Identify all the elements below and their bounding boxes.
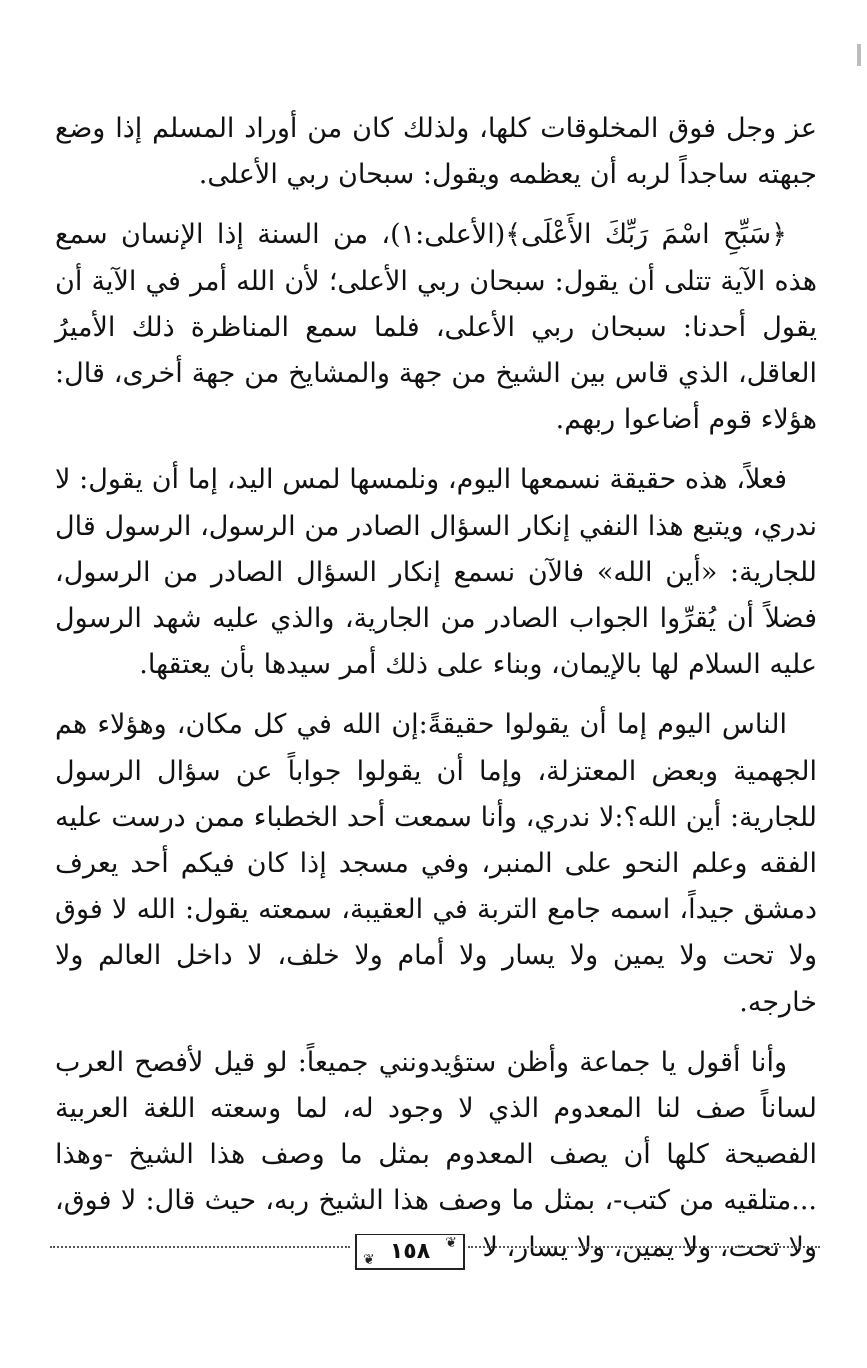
paragraph-5: وأنا أقول يا جماعة وأظن ستؤيدونني جميعاً: لو قيل لأفصح العرب لساناً صف لنا المعدوم الذي لا وجود له، لما وسعته اللغة العربية الفصيحة كلها أن يصف المعدوم بمثل ما وصف هذا الشيخ -وهذا ...متلقيه من كتب-، بمثل ما وصف هذا الشيخ ربه، حيث قال: لا فوق، ولا تحت، ولا يمين، ولا يسار، لا — [55, 1046, 817, 1263]
footer-rule-right — [468, 1246, 820, 1248]
paragraph-1: عز وجل فوق المخلوقات كلها، ولذلك كان من أوراد المسلم إذا وضع جبهته ساجداً لربه أن يعظمه ويقول: سبحان ربي الأعلى. — [55, 113, 817, 191]
body-text — [55, 106, 817, 1271]
page-number-frame — [355, 1234, 465, 1270]
footer-rule-left — [50, 1246, 350, 1248]
ornament-icon: ❦ — [363, 1252, 375, 1268]
paragraph-4: الناس اليوم إما أن يقولوا حقيقةً:إن الله في كل مكان، وهؤلاء هم الجهمية وبعض المعتزلة، وإما أن يقولوا جواباً عن سؤال الرسول للجارية: أين الله؟:لا ندري، وأنا سمعت أحد الخطباء ممن درست عليه الفقه وعلم النحو على المنبر، وفي مسجد إذا كان فيكم أحد يعرف دمشق جيداً، اسمه جامع التربة في العقيبة، سمعته يقول: الله لا فوق ولا تحت ولا يمين ولا يسار ولا أمام ولا خلف، لا داخل العالم ولا خارجه. — [55, 709, 817, 1018]
page-footer — [50, 1234, 822, 1274]
scan-edge-mark — [857, 44, 861, 66]
paragraph-2: ﴿سَبِّحِ اسْمَ رَبِّكَ الأَعْلَى﴾(الأعلى:١)، من السنة إذا الإنسان سمع هذه الآية تتلى أن يقول: سبحان ربي الأعلى؛ لأن الله أمر في الآية أن يقول أحدنا: سبحان ربي الأعلى، فلما سمع المناظرة ذلك الأميرُ العاقل، الذي قاس بين الشيخ من جهة والمشايخ من جهة أخرى، قال: هؤلاء قوم أضاعوا ربهم. — [55, 219, 817, 436]
ornament-icon: ❦ — [445, 1235, 457, 1251]
page-number: ١٥٨ — [389, 1239, 431, 1264]
paragraph-3: فعلاً، هذه حقيقة نسمعها اليوم، ونلمسها لمس اليد، إما أن يقول: لا ندري، ويتبع هذا النفي إنكار السؤال الصادر من الرسول، الرسول قال للجارية: «أين الله» فالآن نسمع إنكار السؤال الصادر من الرسول، فضلاً أن يُقرِّوا الجواب الصادر من الجارية، والذي عليه شهد الرسول عليه السلام لها بالإيمان، وبناء على ذلك أمر سيدها بأن يعتقها. — [55, 464, 817, 681]
